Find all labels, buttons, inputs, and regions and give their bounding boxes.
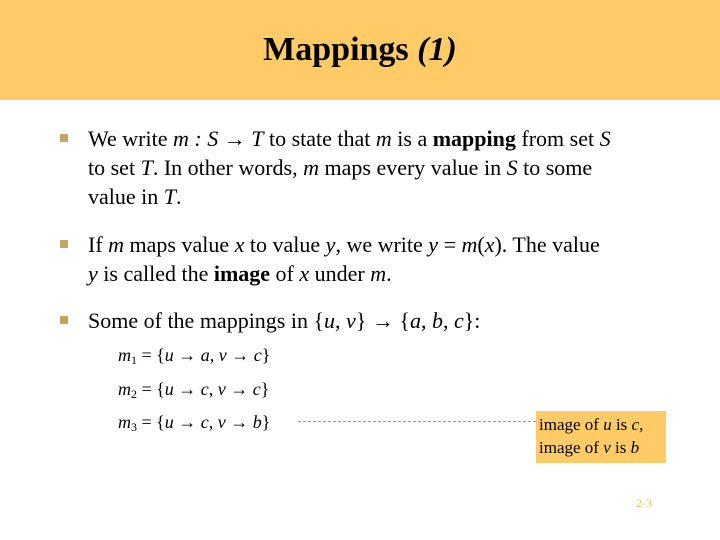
bullet-marker-icon xyxy=(60,316,68,324)
bullet-2-line-1: If m maps value x to value y, we write y = m(x). The value xyxy=(88,232,600,257)
title-text: Mappings xyxy=(263,31,409,68)
bullet-1-line-2: to set T. In other words, m maps every value in S to some xyxy=(88,155,593,180)
mapping-m3: $m_3 = \{u \to c$, v → b} xyxy=(118,412,271,434)
bullet-marker-icon xyxy=(60,240,68,248)
page-number: 2-3 xyxy=(636,496,652,510)
bullet-1-line-1: We write m : S → T to state that m is a mapping from set S xyxy=(88,126,611,151)
title-number: (1) xyxy=(417,31,457,68)
callout-leader-line xyxy=(298,421,536,422)
mapping-m2: $m_2 = \{u \to c$, v → c} xyxy=(118,379,270,401)
bullet-1 xyxy=(88,124,688,211)
bullet-3 xyxy=(88,306,688,335)
callout-line-2: image of v is b xyxy=(539,438,640,457)
callout-line-1: image of u is c, xyxy=(539,415,644,434)
slide-title xyxy=(0,30,720,70)
image-callout xyxy=(536,411,666,463)
bullet-3-line-1: Some of the mappings in {u, v} → {a, b, c}: xyxy=(88,308,481,333)
bullet-2-line-2: y is called the image of x under m. xyxy=(88,261,392,286)
mapping-m1: $m_1 = \{u \to a$, v → c} xyxy=(118,345,271,367)
bullet-2 xyxy=(88,230,688,288)
bullet-1-line-3: value in T. xyxy=(88,184,182,209)
bullet-marker-icon xyxy=(60,134,68,142)
